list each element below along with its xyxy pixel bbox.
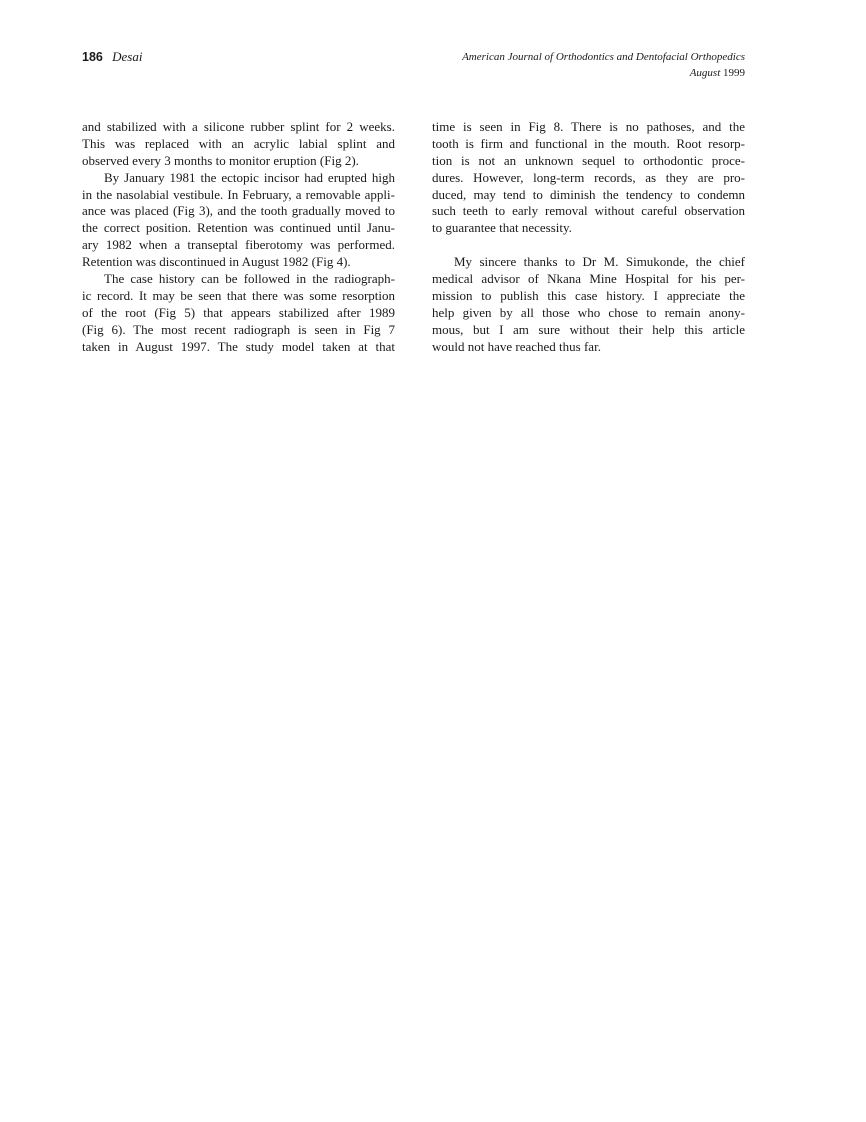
issue-month: August [689, 66, 721, 79]
right-column [432, 119, 745, 355]
issue-year: 1999 [723, 66, 745, 79]
text-line: observed every 3 months to monitor eruption (Fig 2). [82, 152, 359, 168]
text-line: tion is not an unknown sequel to orthodontic proce- [432, 152, 745, 168]
text-line: in the nasolabial vestibule. In February, a removable appli- [82, 186, 395, 202]
text-line: would not have reached thus far. [432, 338, 601, 354]
text-line: By January 1981 the ectopic incisor had erupted high [104, 169, 395, 185]
text-line: taken in August 1997. The study model taken at that [82, 338, 395, 354]
body-paragraph [432, 119, 745, 237]
text-line: help given by all those who chose to remain anony- [432, 304, 745, 320]
text-line: Retention was discontinued in August 1982 (Fig 4). [82, 254, 351, 270]
issue-date [462, 66, 745, 82]
text-line: the correct position. Retention was continued until Janu- [82, 220, 395, 236]
text-line: tooth is firm and functional in the mouth. Root resorp- [432, 135, 745, 151]
page-number: 186 [82, 50, 103, 64]
text-line: (Fig 6). The most recent radiograph is seen in Fig 7 [82, 321, 395, 337]
paragraph-gap [432, 237, 745, 254]
text-line: My sincere thanks to Dr M. Simukonde, the chief [454, 254, 745, 270]
text-line: ary 1982 when a transeptal fiberotomy was performed. [82, 237, 395, 253]
text-line: of the root (Fig 5) that appears stabilized after 1989 [82, 304, 395, 320]
text-line: medical advisor of Nkana Mine Hospital for his per- [432, 271, 745, 287]
text-line: This was replaced with an acrylic labial splint and [82, 135, 395, 151]
running-author: Desai [112, 49, 143, 64]
journal-title: American Journal of Orthodontics and Dentofacial Orthopedics [462, 51, 745, 63]
text-line: duced, may tend to diminish the tendency to condemn [432, 186, 745, 202]
text-line: time is seen in Fig 8. There is no pathoses, and the [432, 119, 745, 134]
running-header-left [82, 49, 142, 65]
text-line: mission to publish this case history. I appreciate the [432, 287, 745, 303]
text-line: and stabilized with a silicone rubber splint for 2 weeks. [82, 119, 395, 134]
text-line: The case history can be followed in the radiograph- [104, 271, 395, 287]
text-line: to guarantee that necessity. [432, 220, 572, 236]
text-line: such teeth to early removal without careful observation [432, 203, 745, 219]
text-line: mous, but I am sure without their help this article [432, 321, 745, 337]
text-line: ance was placed (Fig 3), and the tooth gradually moved to [82, 203, 395, 219]
acknowledgment-paragraph [432, 254, 745, 355]
text-line: ic record. It may be seen that there was some resorption [82, 287, 395, 303]
left-column [82, 119, 395, 355]
running-header-right [462, 50, 745, 81]
text-line: dures. However, long-term records, as they are pro- [432, 169, 745, 185]
